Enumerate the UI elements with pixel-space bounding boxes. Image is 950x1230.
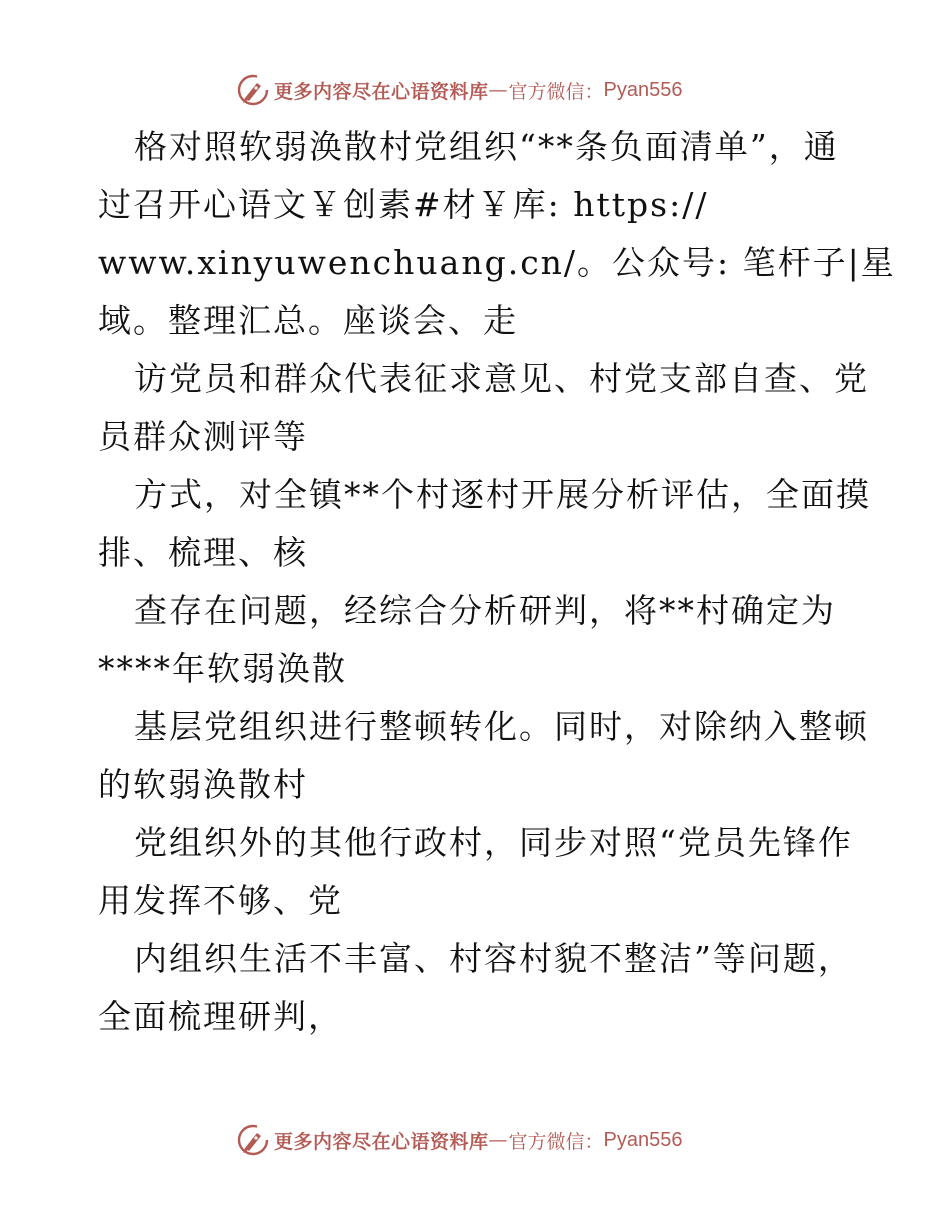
- header-watermark-banner: [236, 72, 683, 108]
- banner-title: 更多内容尽在心语资料库: [274, 80, 489, 103]
- banner-separator: —: [488, 1129, 508, 1151]
- body-line: www.xinyuwenchuang.cn/。公众号: 笔杆子|星: [98, 243, 896, 282]
- body-line: 过召开心语文￥创素#材￥库: https://: [98, 185, 709, 224]
- document-body: [98, 118, 896, 1046]
- body-line: 员群众测评等: [98, 417, 308, 456]
- body-line: 查存在问题，经综合分析研判，将**村确定为: [134, 591, 836, 630]
- footer-watermark-banner: [236, 1122, 683, 1158]
- body-line: 内组织生活不丰富、村容村貌不整洁”等问题，: [134, 939, 853, 978]
- banner-wechat-id: Pyan556: [603, 78, 683, 101]
- body-line: 访党员和群众代表征求意见、村党支部自查、党: [134, 359, 869, 398]
- pen-nib-logo-icon: [236, 1123, 270, 1157]
- body-line: 格对照软弱涣散村党组织“**条负面清单”，通: [134, 127, 839, 166]
- body-line: ****年软弱涣散: [98, 649, 347, 688]
- body-line: 党组织外的其他行政村，同步对照“党员先锋作: [134, 823, 853, 862]
- body-line: 方式，对全镇**个村逐村开展分析评估，全面摸: [134, 475, 871, 514]
- body-line: 基层党组织进行整顿转化。同时，对除纳入整顿: [134, 707, 869, 746]
- body-line: 域。整理汇总。座谈会、走: [98, 301, 518, 340]
- body-line: 全面梳理研判，: [98, 997, 343, 1036]
- body-line: 用发挥不够、党: [98, 881, 343, 920]
- banner-wechat-id: Pyan556: [603, 1128, 683, 1151]
- body-line: 的软弱涣散村: [98, 765, 308, 804]
- banner-wechat-label: 官方微信：: [508, 80, 604, 103]
- pen-nib-logo-icon: [236, 73, 270, 107]
- body-line: 排、梳理、核: [98, 533, 308, 572]
- banner-title: 更多内容尽在心语资料库: [274, 1130, 489, 1153]
- banner-separator: —: [488, 79, 508, 101]
- banner-wechat-label: 官方微信：: [508, 1130, 604, 1153]
